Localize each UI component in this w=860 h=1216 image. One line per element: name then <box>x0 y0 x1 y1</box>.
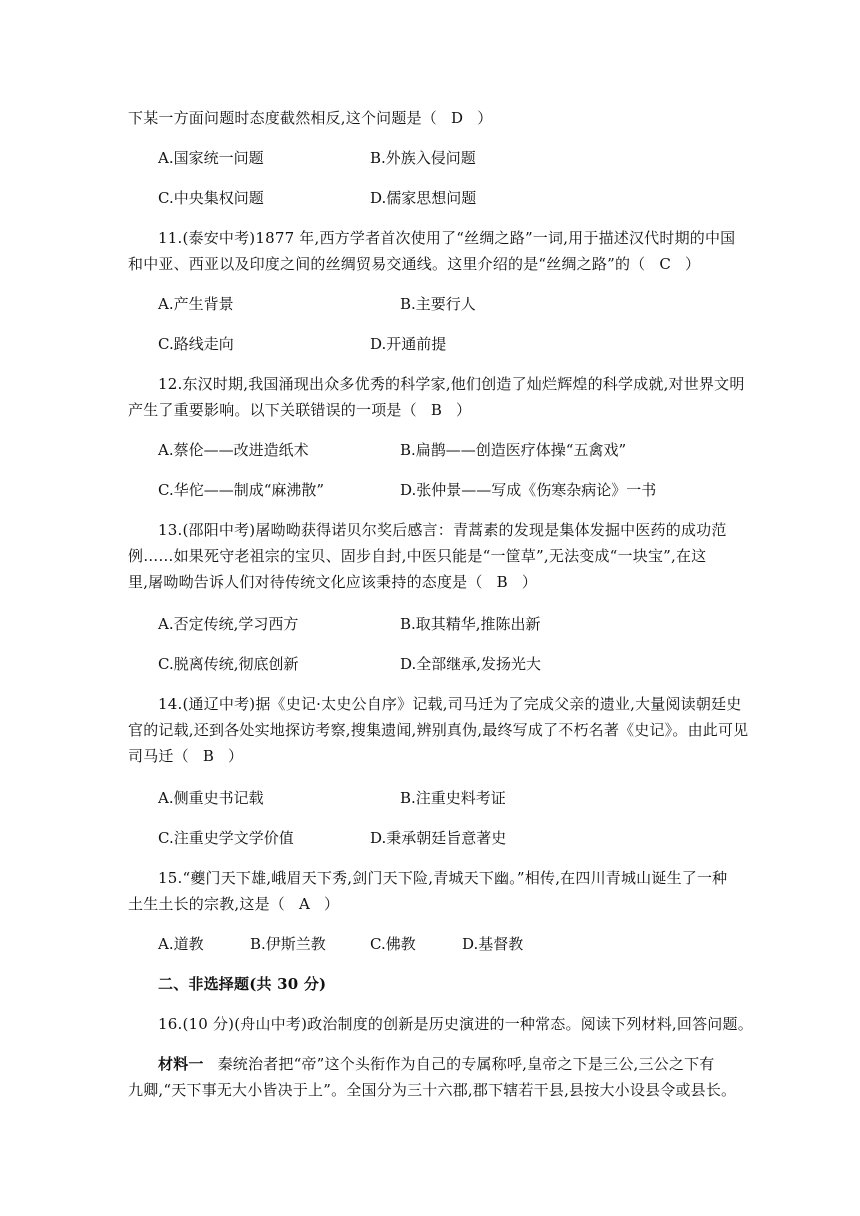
q13-stem-line3 <box>128 572 537 592</box>
q11-option-c: C.路线走向 <box>158 335 234 353</box>
q11-option-b: B.主要行人 <box>400 295 476 313</box>
q15-stem-line1: 15.“夔门天下雄,峨眉天下秀,剑门天下险,青城天下幽。”相传,在四川青城山诞生了一种 <box>158 869 728 887</box>
q13-option-b: B.取其精华,推陈出新 <box>400 615 541 633</box>
q16-material-line2: 九卿,“天下事无大小皆决于上”。全国分为三十六郡,郡下辖若干县,县按大小设县令或县长。 <box>128 1081 737 1099</box>
q14-option-b: B.注重史料考证 <box>400 789 506 807</box>
q14-stem-text: 司马迁（ <box>128 747 189 765</box>
q10-paren-close: ） <box>477 109 493 127</box>
q15-stem-line2 <box>128 894 339 914</box>
q15-option-d: D.基督教 <box>462 935 524 953</box>
q14-paren-close: ） <box>228 747 244 765</box>
q13-option-a: A.否定传统,学习西方 <box>158 615 299 633</box>
q11-stem-line1: 11.(泰安中考)1877 年,西方学者首次使用了“丝绸之路”一词,用于描述汉代时期的中国 <box>158 229 736 247</box>
q12-answer: B <box>430 401 443 419</box>
q15-paren-close: ） <box>324 895 340 913</box>
q10-option-c: C.中央集权问题 <box>158 189 264 207</box>
q12-option-c: C.华佗——制成“麻沸散” <box>158 481 325 499</box>
q15-option-a: A.道教 <box>158 935 204 953</box>
material-label: 材料一 <box>158 1055 204 1073</box>
q13-stem-line1: 13.(邵阳中考)屠呦呦获得诺贝尔奖后感言：青蒿素的发现是集体发掘中医药的成功范 <box>158 521 727 539</box>
q12-option-b: B.扁鹊——创造医疗体操“五禽戏” <box>400 441 627 459</box>
q10-option-a: A.国家统一问题 <box>158 149 264 167</box>
q15-stem-text: 土生土长的宗教,这是（ <box>128 895 285 913</box>
q10-stem-tail <box>128 108 492 128</box>
q13-option-d: D.全部继承,发扬光大 <box>400 655 542 673</box>
q10-option-b: B.外族入侵问题 <box>370 149 476 167</box>
q13-paren-close: ） <box>521 573 538 591</box>
q13-stem-text: 里,屠呦呦告诉人们对待传统文化应该秉持的态度是（ <box>128 573 483 591</box>
q14-stem-line2: 官的记载,还到各处实地探访考察,搜集遗闻,辨别真伪,最终写成了不朽名著《史记》。由此可见 <box>128 721 749 739</box>
q12-stem-line1: 12.东汉时期,我国涌现出众多优秀的科学家,他们创造了灿烂辉煌的科学成就,对世界文明 <box>158 375 745 393</box>
q12-stem-line2 <box>128 400 471 420</box>
q14-option-a: A.侧重史书记载 <box>158 789 264 807</box>
q16-material-line1 <box>158 1054 715 1074</box>
q13-stem-line2: 例……如果死守老祖宗的宝贝、固步自封,中医只能是“一筐草”,无法变成“一块宝”,在这 <box>128 547 707 565</box>
q16-stem: 16.(10 分)(舟山中考)政治制度的创新是历史演进的一种常态。阅读下列材料,回答问题。 <box>158 1015 753 1033</box>
q11-answer: C <box>659 255 672 273</box>
q14-option-d: D.秉承朝廷旨意著史 <box>370 829 507 847</box>
material-text: 秦统治者把“帝”这个头衔作为自己的专属称呼,皇帝之下是三公,三公之下有 <box>217 1055 715 1073</box>
q11-option-a: A.产生背景 <box>158 295 234 313</box>
q12-option-d: D.张仲景——写成《伤寒杂病论》一书 <box>400 481 657 499</box>
q11-paren-close: ） <box>685 255 701 273</box>
q13-answer: B <box>496 573 508 591</box>
section-title: 二、非选择题(共 30 分) <box>158 975 327 993</box>
q12-option-a: A.蔡伦——改进造纸术 <box>158 441 309 459</box>
q12-stem-text: 产生了重要影响。以下关联错误的一项是（ <box>128 401 417 419</box>
q14-stem-line3 <box>128 746 243 766</box>
q11-option-d: D.开通前提 <box>370 335 447 353</box>
q10-stem-text: 下某一方面问题时态度截然相反,这个问题是（ <box>128 109 437 127</box>
q14-stem-line1: 14.(通辽中考)据《史记·太史公自序》记载,司马迁为了完成父亲的遗业,大量阅读朝廷史 <box>158 695 742 713</box>
q11-stem-line2 <box>128 254 700 274</box>
q10-answer: D <box>450 109 464 127</box>
q15-answer: A <box>298 895 311 913</box>
q13-option-c: C.脱离传统,彻底创新 <box>158 655 299 673</box>
q12-paren-close: ） <box>456 401 472 419</box>
q14-option-c: C.注重史学文学价值 <box>158 829 294 847</box>
q15-option-b: B.伊斯兰教 <box>250 935 326 953</box>
q10-option-d: D.儒家思想问题 <box>370 189 477 207</box>
q15-option-c: C.佛教 <box>370 935 416 953</box>
q14-answer: B <box>202 747 215 765</box>
q11-stem-text: 和中亚、西亚以及印度之间的丝绸贸易交通线。这里介绍的是“丝绸之路”的（ <box>128 255 646 273</box>
